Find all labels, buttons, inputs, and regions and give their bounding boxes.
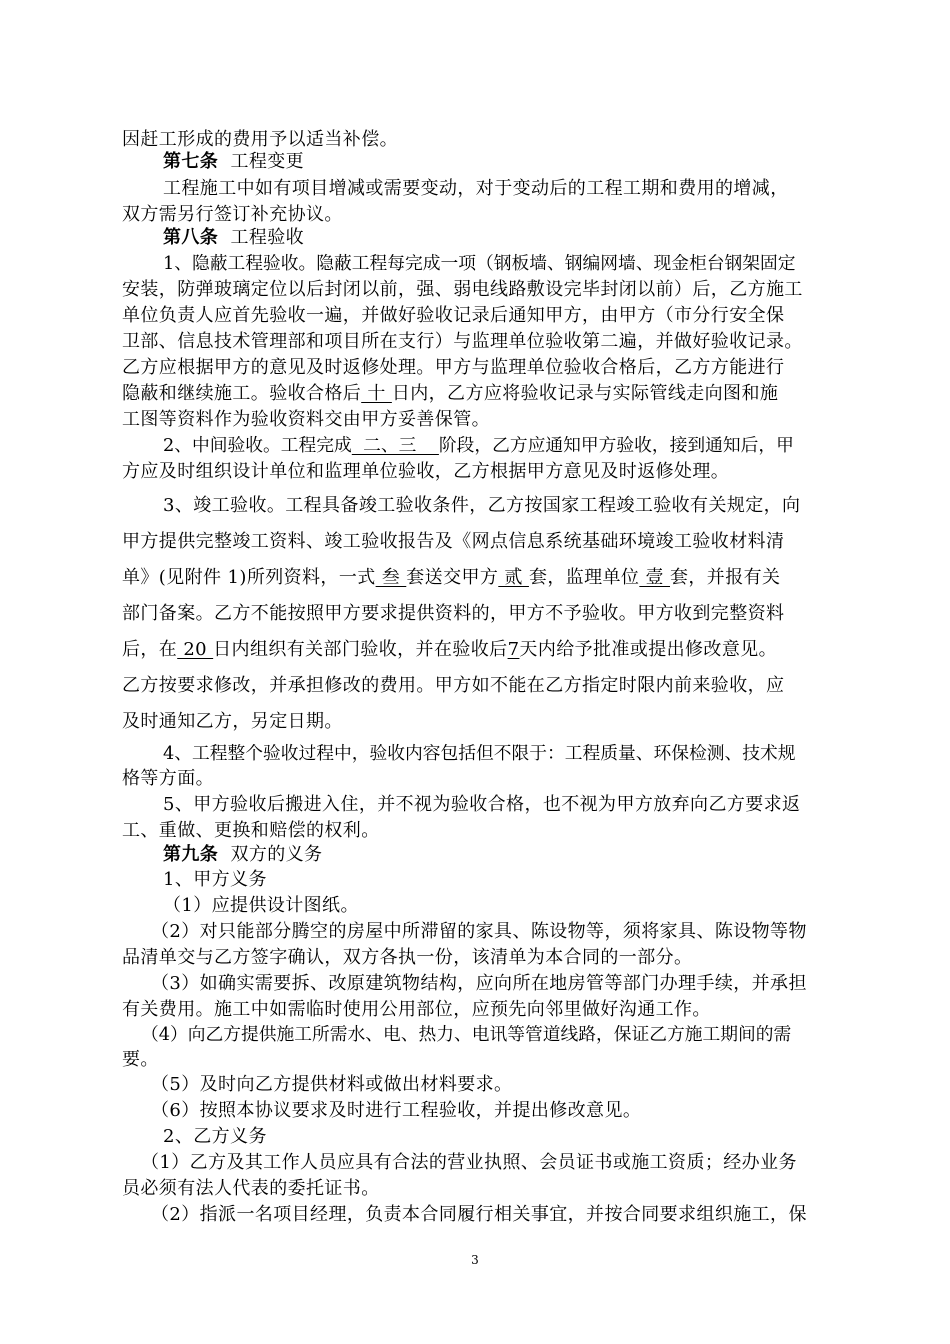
text-span: 2、乙方义务 <box>163 1126 267 1147</box>
text-line <box>122 638 777 662</box>
text-line <box>122 304 784 328</box>
text-line <box>122 356 784 380</box>
text-span: 单》(见附件 1)所列资料，一式 <box>122 567 376 588</box>
text-line <box>163 894 359 918</box>
article-heading: 第九条 <box>163 844 219 865</box>
filled-blank: 二、三 <box>351 436 439 456</box>
text-span: 后，在 <box>122 639 178 660</box>
text-line <box>151 972 807 996</box>
text-line <box>163 494 800 518</box>
filled-blank: 贰 <box>498 567 529 588</box>
text-span: （2）对只能部分腾空的房屋中所滞留的家具、陈设物等，须将家具、陈设物等物 <box>151 921 807 942</box>
text-span: 工、重做、更换和赔偿的权利。 <box>122 820 380 841</box>
text-span: 部门备案。乙方不能按照甲方要求提供资料的，甲方不予验收。甲方收到完整资料 <box>122 603 785 624</box>
text-line <box>122 460 729 484</box>
text-line <box>163 868 267 892</box>
text-span: 有关费用。施工中如需临时使用公用部位，应预先向邻里做好沟通工作。 <box>122 999 711 1020</box>
text-span: 安装，防弹玻璃定位以后封闭以前，强、弱电线路敷设完毕封闭以前）后，乙方施工 <box>122 279 803 300</box>
text-span: 双方需另行签订补充协议。 <box>122 204 343 225</box>
text-line <box>163 252 796 276</box>
text-line <box>122 710 343 734</box>
filled-blank: 20 <box>177 639 214 660</box>
text-span: 要。 <box>122 1049 159 1070</box>
text-span: （1）乙方及其工作人员应具有合法的营业执照、会员证书或施工资质；经办业务 <box>141 1152 797 1173</box>
text-span: 套，监理单位 <box>528 567 640 588</box>
text-span: 隐蔽和继续施工。验收合格后 <box>122 383 362 404</box>
text-line <box>122 946 692 970</box>
text-span: 天内给予批准或提出修改意见。 <box>519 639 778 660</box>
text-line <box>163 434 794 458</box>
article-heading: 第八条 <box>163 227 219 248</box>
text-span: 工图等资料作为验收资料交由甲方妥善保管。 <box>122 409 490 430</box>
text-line <box>122 1048 159 1072</box>
text-line <box>163 177 789 201</box>
text-span: 卫部、信息技术管理部和项目所在支行）与监理单位验收第二遍，并做好验收记录。 <box>122 331 803 352</box>
text-line <box>122 128 398 152</box>
text-line <box>122 278 803 302</box>
text-span: 1、甲方义务 <box>163 869 267 890</box>
text-span: 员必须有法人代表的委托证书。 <box>122 1178 380 1199</box>
text-line <box>163 1125 267 1149</box>
text-line <box>122 382 778 406</box>
page-number: 3 <box>471 1253 479 1267</box>
text-line <box>122 767 214 791</box>
text-span: 阶段，乙方应通知甲方验收，接到通知后，甲 <box>438 436 794 456</box>
text-span: 及时通知乙方，另定日期。 <box>122 711 343 732</box>
text-line <box>122 203 343 227</box>
filled-blank: 十 <box>361 383 392 404</box>
text-span: 套送交甲方 <box>406 567 499 588</box>
text-span: 日内组织有关部门验收，并在验收后 <box>213 639 508 660</box>
text-line <box>151 1099 641 1123</box>
text-line <box>122 1177 380 1201</box>
text-span: （4）向乙方提供施工所需水、电、热力、电讯等管道线路，保证乙方施工期间的需 <box>141 1025 792 1045</box>
text-line <box>122 998 711 1022</box>
text-line <box>151 920 807 944</box>
text-line <box>122 602 784 626</box>
text-span: 双方的义务 <box>218 844 323 865</box>
filled-blank: 7 <box>507 639 520 660</box>
text-line <box>151 1203 807 1227</box>
text-span: 4、工程整个验收过程中，验收内容包括但不限于：工程质量、环保检测、技术规 <box>163 744 796 764</box>
text-line <box>122 330 803 354</box>
text-span: （3）如确实需要拆、改原建筑物结构，应向所在地房管等部门办理手续，并承担 <box>151 973 807 994</box>
text-span: （2）指派一名项目经理，负责本合同履行相关事宜，并按合同要求组织施工，保 <box>151 1204 807 1225</box>
text-line <box>163 226 304 250</box>
text-line <box>122 819 380 843</box>
text-line <box>141 1023 791 1047</box>
text-line <box>122 566 780 590</box>
text-span: 品清单交与乙方签字确认，双方各执一份，该清单为本合同的一部分。 <box>122 947 693 968</box>
text-span: 乙方应根据甲方的意见及时返修处理。甲方与监理单位验收合格后，乙方方能进行 <box>122 357 785 378</box>
text-span: 方应及时组织设计单位和监理单位验收，乙方根据甲方意见及时返修处理。 <box>122 461 730 482</box>
text-span: 甲方提供完整竣工资料、竣工验收报告及《网点信息系统基础环境竣工验收材料清 <box>122 531 785 552</box>
text-span: 套，并报有关 <box>670 567 781 588</box>
text-line <box>122 408 490 432</box>
text-span: （5）及时向乙方提供材料或做出材料要求。 <box>151 1074 513 1095</box>
article-heading: 第七条 <box>163 151 219 172</box>
text-span: （1）应提供设计图纸。 <box>163 895 359 916</box>
text-span: 2、中间验收。工程完成 <box>163 436 352 456</box>
text-line <box>163 843 322 867</box>
text-span: 工程验收 <box>218 227 305 248</box>
text-line <box>122 530 784 554</box>
text-span: （6）按照本协议要求及时进行工程验收，并提出修改意见。 <box>151 1100 642 1121</box>
text-line <box>151 1073 512 1097</box>
text-span: 3、竣工验收。工程具备竣工验收条件，乙方按国家工程竣工验收有关规定，向 <box>163 495 801 516</box>
text-span: 日内，乙方应将验收记录与实际管线走向图和施 <box>391 383 779 404</box>
filled-blank: 壹 <box>639 567 670 588</box>
text-span: 1、隐蔽工程验收。隐蔽工程每完成一项（钢板墙、钢编网墙、现金柜台钢架固定 <box>163 254 796 274</box>
text-span: 单位负责人应首先验收一遍，并做好验收记录后通知甲方，由甲方（市分行安全保 <box>122 305 785 326</box>
text-line <box>163 793 800 817</box>
text-line <box>163 150 304 174</box>
text-span: 5、甲方验收后搬进入住，并不视为验收合格，也不视为甲方放弃向乙方要求返 <box>163 794 801 815</box>
text-span: 乙方按要求修改，并承担修改的费用。甲方如不能在乙方指定时限内前来验收，应 <box>122 675 785 696</box>
text-line <box>122 674 784 698</box>
text-span: 工程变更 <box>218 151 305 172</box>
text-span: 因赶工形成的费用予以适当补偿。 <box>122 129 398 150</box>
text-span: 工程施工中如有项目增减或需要变动，对于变动后的工程工期和费用的增减， <box>163 178 789 199</box>
text-line <box>141 1151 797 1175</box>
text-span: 格等方面。 <box>122 768 214 789</box>
text-line <box>163 742 796 766</box>
filled-blank: 叁 <box>375 567 407 588</box>
